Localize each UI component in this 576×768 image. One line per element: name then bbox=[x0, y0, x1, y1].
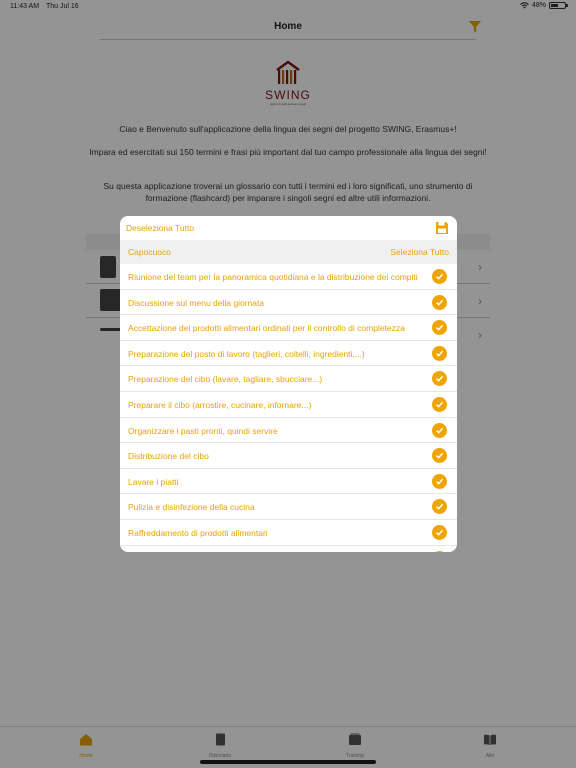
tab-altri-label: Altri bbox=[485, 753, 495, 759]
checkmark-icon[interactable] bbox=[432, 474, 447, 489]
list-item[interactable] bbox=[120, 418, 457, 444]
chevron-right-icon: › bbox=[478, 328, 482, 342]
page-title: Home bbox=[274, 21, 302, 32]
intro-welcome: Ciao e Benvenuto sull'applicazione della lingua dei segni del progetto SWING, Erasmus+! bbox=[119, 124, 457, 134]
deselect-all-button[interactable]: Deseleziona Tutto bbox=[126, 223, 195, 233]
list-item[interactable] bbox=[120, 341, 457, 367]
list-item-label: Pulizia e disinfezione della cucina bbox=[128, 502, 255, 513]
status-time: 11:43 AM bbox=[10, 3, 40, 10]
checkmark-icon[interactable] bbox=[432, 269, 447, 284]
list-item[interactable] bbox=[120, 494, 457, 520]
task-list bbox=[120, 264, 457, 552]
tab-home-label: Home bbox=[79, 753, 93, 759]
list-item[interactable] bbox=[120, 315, 457, 341]
list-item[interactable] bbox=[120, 443, 457, 469]
checkmark-icon[interactable] bbox=[432, 371, 447, 386]
list-item[interactable] bbox=[120, 546, 457, 552]
list-item-label: Riunione del team per la panoramica quotidiana e la distribuzione dei compiti bbox=[128, 272, 418, 282]
checkmark-icon[interactable] bbox=[432, 423, 447, 438]
list-item-label: Discussione sul menu della giornata bbox=[128, 297, 265, 308]
logo-word: SWING bbox=[265, 88, 311, 102]
battery-percent: 48% bbox=[531, 2, 546, 9]
list-item-label: Accettazione dei prodotti alimentari ordinati per il controllo di completezza bbox=[128, 323, 405, 334]
list-item-label: Distribuzione del cibo bbox=[128, 451, 209, 462]
tab-dizionario-label: Dizionario bbox=[208, 753, 232, 759]
checkmark-icon[interactable] bbox=[432, 551, 447, 552]
list-item[interactable] bbox=[120, 392, 457, 418]
modal-header bbox=[120, 216, 457, 240]
checkmark-icon[interactable] bbox=[432, 320, 447, 335]
list-item-label: Preparazione del cibo (lavare, tagliare, sbucciare...) bbox=[128, 374, 323, 385]
list-item[interactable] bbox=[120, 264, 457, 290]
filter-modal bbox=[120, 216, 457, 552]
list-item[interactable] bbox=[120, 290, 457, 316]
list-item-label: Preparazione del posto di lavoro (taglieri, coltelli, ingredienti,...) bbox=[128, 348, 365, 359]
section-title: Capocuoco bbox=[128, 247, 172, 257]
section-header bbox=[120, 240, 457, 264]
list-item-label: Preparare il cibo (arrostire, cucinare, infornare...) bbox=[128, 399, 312, 410]
intro-features: Su questa applicazione troverai un glossario con tutti i termini ed i loro significati, uno strumento di formazione (flashcard) per imparare i singoli segni ed altre utili informazioni. bbox=[103, 181, 473, 203]
tab-training-label: Training bbox=[346, 753, 364, 759]
list-item[interactable] bbox=[120, 520, 457, 546]
list-item-label: Raffreddamento di prodotti alimentari bbox=[128, 527, 268, 538]
checkmark-icon[interactable] bbox=[432, 397, 447, 412]
list-item[interactable] bbox=[120, 366, 457, 392]
chevron-right-icon: › bbox=[478, 260, 482, 274]
chevron-right-icon: › bbox=[478, 294, 482, 308]
checkmark-icon[interactable] bbox=[432, 525, 447, 540]
list-item-label: Organizzare i pasti pronti, quindi servire bbox=[128, 425, 278, 436]
intro-learn: Impara ed esercitati sui 150 termini e frasi più important dal tuo campo professionale alla lingua dei segni! bbox=[89, 147, 487, 157]
save-icon[interactable] bbox=[435, 221, 449, 235]
list-item-label: Lavare i piatti bbox=[128, 476, 179, 487]
select-all-button[interactable]: Seleziona Tutto bbox=[390, 247, 449, 257]
status-date: Thu Jul 16 bbox=[46, 3, 79, 10]
list-item[interactable] bbox=[120, 469, 457, 495]
logo-tagline: sign for work inclusion goal bbox=[269, 102, 307, 106]
checkmark-icon[interactable] bbox=[432, 499, 447, 514]
checkmark-icon[interactable] bbox=[432, 448, 447, 463]
checkmark-icon[interactable] bbox=[432, 295, 447, 310]
checkmark-icon[interactable] bbox=[432, 346, 447, 361]
home-indicator bbox=[200, 760, 376, 764]
